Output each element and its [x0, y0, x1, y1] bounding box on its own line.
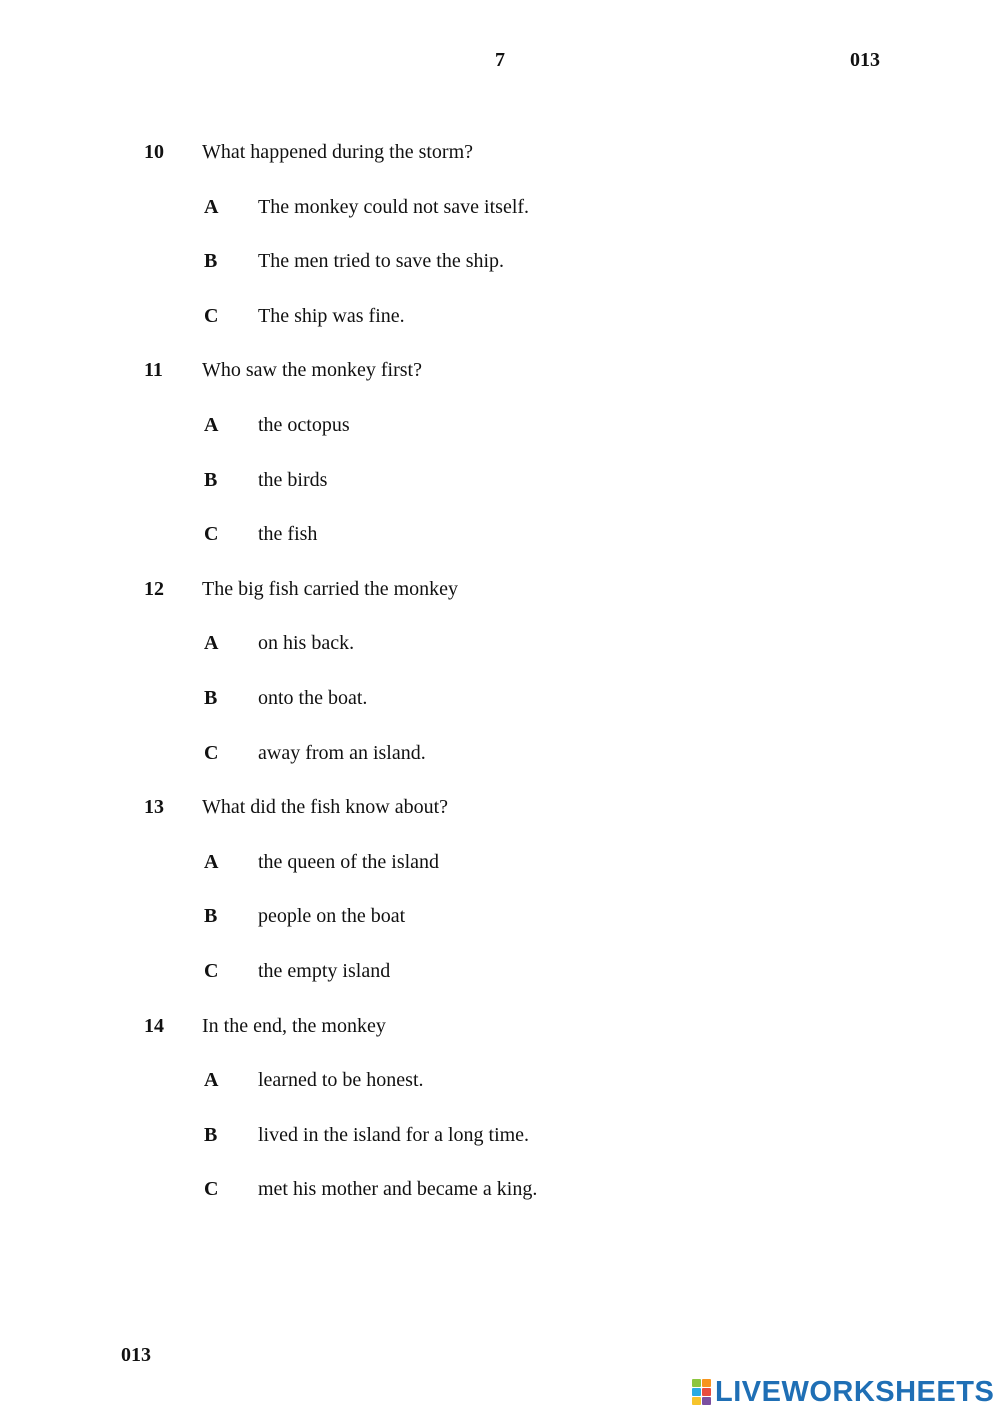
question-13: [144, 795, 904, 850]
question-14-option-b[interactable]: [144, 1123, 904, 1178]
question-number: 14: [144, 1014, 164, 1037]
option-text: people on the boat: [258, 905, 406, 928]
logo-tile: [692, 1397, 701, 1405]
option-letter: B: [204, 1123, 218, 1146]
option-letter: C: [204, 523, 219, 546]
question-text: What happened during the storm?: [202, 141, 474, 163]
question-12-option-a[interactable]: [144, 631, 904, 686]
logo-tile: [702, 1379, 711, 1387]
question-14: [144, 1014, 904, 1069]
question-12-option-b[interactable]: [144, 686, 904, 741]
option-letter: C: [204, 741, 219, 764]
question-10-option-c[interactable]: [144, 304, 904, 359]
paper-code-footer: 013: [121, 1344, 151, 1366]
option-text: away from an island.: [258, 741, 426, 764]
option-text: on his back.: [258, 632, 355, 655]
option-text: The monkey could not save itself.: [258, 195, 530, 218]
option-text: the octopus: [258, 413, 350, 436]
question-10-option-b[interactable]: [144, 249, 904, 304]
option-text: onto the boat.: [258, 686, 368, 709]
option-text: lived in the island for a long time.: [258, 1123, 530, 1146]
question-13-option-c[interactable]: [144, 959, 904, 1014]
logo-tile: [692, 1388, 701, 1396]
option-text: met his mother and became a king.: [258, 1178, 538, 1201]
option-letter: A: [204, 632, 219, 655]
option-letter: C: [204, 959, 219, 982]
question-10: [144, 140, 904, 195]
question-11-option-b[interactable]: [144, 468, 904, 523]
option-letter: A: [204, 413, 219, 436]
liveworksheets-logo-text: LIVEWORKSHEETS: [715, 1375, 995, 1408]
question-number: 12: [144, 577, 164, 600]
question-12: [144, 577, 904, 632]
option-letter: B: [204, 686, 218, 709]
question-text: The big fish carried the monkey: [202, 577, 459, 600]
question-14-option-a[interactable]: [144, 1068, 904, 1123]
question-11-option-a[interactable]: [144, 413, 904, 468]
question-number: 10: [144, 141, 164, 163]
logo-tile: [692, 1379, 701, 1387]
question-11-option-c[interactable]: [144, 522, 904, 577]
question-list: [144, 140, 904, 1232]
option-text: The men tried to save the ship.: [258, 250, 505, 273]
question-text: What did the fish know about?: [202, 796, 449, 819]
liveworksheets-logo-icon: [692, 1379, 712, 1405]
option-text: learned to be honest.: [258, 1069, 424, 1092]
option-text: the empty island: [258, 959, 391, 982]
option-letter: B: [204, 468, 218, 491]
question-10-option-a[interactable]: [144, 195, 904, 250]
option-letter: A: [204, 195, 219, 218]
option-letter: C: [204, 304, 219, 327]
question-text: In the end, the monkey: [202, 1014, 386, 1037]
question-number: 11: [144, 359, 163, 382]
option-text: the queen of the island: [258, 850, 440, 873]
option-letter: C: [204, 1178, 219, 1201]
logo-tile: [702, 1397, 711, 1405]
option-letter: A: [204, 1069, 219, 1092]
question-13-option-a[interactable]: [144, 850, 904, 905]
option-text: The ship was fine.: [258, 304, 405, 327]
option-text: the birds: [258, 468, 328, 491]
page-number: 7: [495, 49, 505, 71]
question-text: Who saw the monkey first?: [202, 359, 422, 382]
question-number: 13: [144, 796, 164, 819]
paper-code-header: 013: [850, 49, 880, 71]
option-letter: B: [204, 905, 218, 928]
option-letter: A: [204, 850, 219, 873]
question-13-option-b[interactable]: [144, 904, 904, 959]
option-letter: B: [204, 250, 218, 273]
option-text: the fish: [258, 523, 318, 546]
question-12-option-c[interactable]: [144, 741, 904, 796]
logo-tile: [702, 1388, 711, 1396]
question-14-option-c[interactable]: [144, 1177, 904, 1232]
question-11: [144, 358, 904, 413]
liveworksheets-logo[interactable]: [692, 1374, 994, 1410]
